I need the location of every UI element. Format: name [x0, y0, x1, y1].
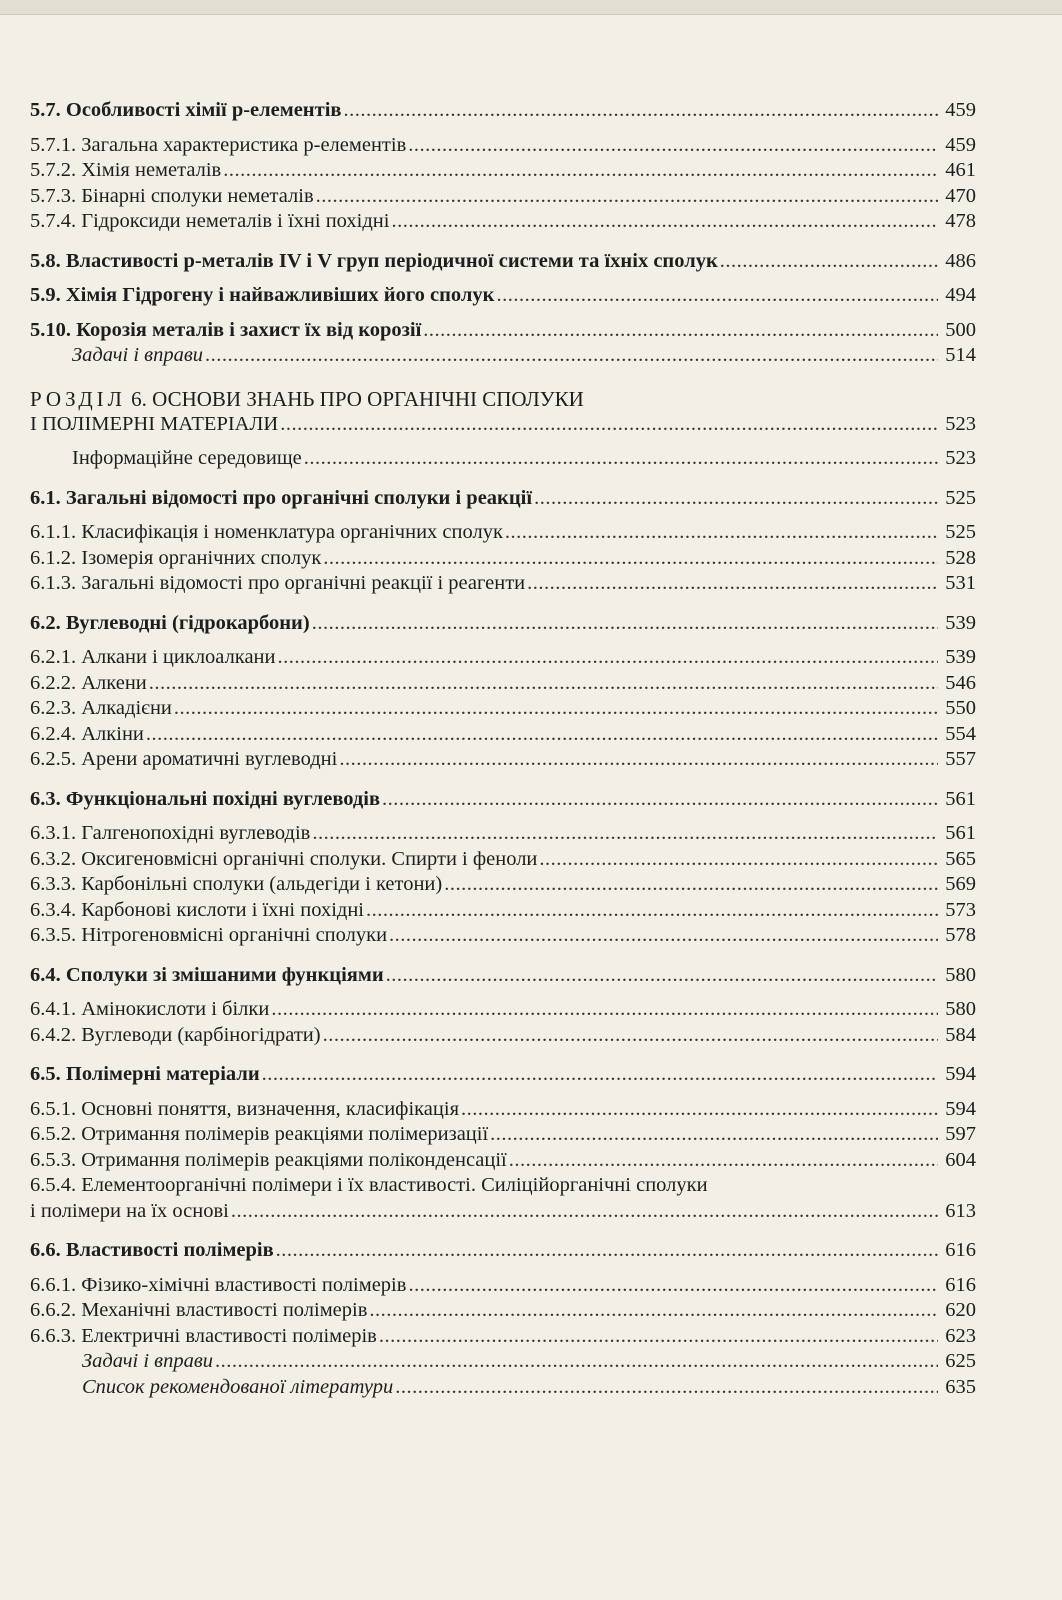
page-number: 523: [945, 447, 976, 469]
chapter-heading-line2[interactable]: [30, 412, 976, 438]
page-number: 594: [945, 1097, 976, 1120]
toc-entry[interactable]: [30, 133, 976, 159]
toc-entry[interactable]: [30, 898, 976, 924]
toc-entry[interactable]: [30, 546, 976, 572]
toc-entry[interactable]: [30, 486, 976, 512]
page-number: 470: [945, 184, 976, 207]
leader-dots: [323, 1023, 938, 1049]
entry-title: 6.2.1. Алкани і циклоалкани: [30, 646, 276, 668]
leader-dots: [490, 1122, 938, 1148]
chapter-heading: [30, 387, 976, 438]
page-number: 604: [945, 1148, 976, 1171]
toc-entry[interactable]: [30, 1122, 976, 1148]
toc-entry[interactable]: [30, 787, 976, 813]
leader-dots: [205, 343, 938, 369]
leader-dots: [316, 184, 938, 210]
leader-dots: [369, 1298, 938, 1324]
leader-dots: [339, 747, 938, 773]
toc-entry[interactable]: [30, 747, 976, 773]
page-number: 459: [945, 133, 976, 156]
entry-title: 5.7.4. Гідроксиди неметалів і їхні похідні: [30, 210, 390, 232]
page-number: 561: [945, 822, 976, 844]
toc-entry[interactable]: [30, 1148, 976, 1174]
leader-dots: [534, 486, 938, 512]
entry-title: 5.7.1. Загальна характеристика p-елементів: [30, 133, 407, 156]
toc-entry[interactable]: [30, 1238, 976, 1264]
entry-title: 6.3.2. Оксигеновмісні органічні сполуки. Спирти і феноли: [30, 847, 538, 870]
entry-title: 6.6.1. Фізико-хімічні властивості полімерів: [30, 1273, 407, 1296]
page-number: 494: [945, 284, 976, 306]
leader-dots: [280, 412, 938, 438]
toc-entry[interactable]: [30, 696, 976, 722]
page-number: 594: [945, 1063, 976, 1085]
toc-entry[interactable]: [30, 1097, 976, 1123]
entry-title: 6.3.1. Галгенопохідні вуглеводів: [30, 822, 311, 844]
entry-title: 5.8. Властивості p-металів IV і V груп періодичної системи та їхніх сполук: [30, 249, 718, 272]
page-number: 616: [945, 1239, 976, 1261]
chapter-title-line2: І ПОЛІМЕРНІ МАТЕРІАЛИ: [30, 412, 279, 435]
chapter-heading-line1: [30, 387, 976, 412]
leader-dots: [527, 571, 938, 597]
leader-dots: [262, 1062, 938, 1088]
toc-entry[interactable]: [30, 1273, 976, 1299]
page-number: 523: [945, 412, 976, 435]
entry-title: 6.1.2. Ізомерія органічних сполук: [30, 546, 322, 569]
page-number: 486: [945, 249, 976, 272]
leader-dots: [379, 1324, 938, 1350]
leader-dots: [174, 696, 938, 722]
entry-title: 5.9. Хімія Гідрогену і найважливіших його сполук: [30, 284, 495, 306]
leader-dots: [395, 1375, 938, 1401]
leader-dots: [271, 997, 938, 1023]
toc-entry[interactable]: [30, 1023, 976, 1049]
toc-entry[interactable]: [30, 645, 976, 671]
toc-entry[interactable]: [30, 847, 976, 873]
entry-title: 5.7. Особливості хімії p-елементів: [30, 99, 342, 121]
leader-dots: [278, 645, 939, 671]
toc-entry[interactable]: [30, 158, 976, 184]
page-number: 557: [945, 748, 976, 770]
entry-title: 6.2.3. Алкадієни: [30, 697, 172, 719]
entry-title: 6.2.5. Арени ароматичні вуглеводні: [30, 748, 338, 770]
entry-title: 6.1.1. Класифікація і номенклатура органічних сполук: [30, 521, 503, 543]
page-number: 500: [945, 318, 976, 341]
page-number: 578: [945, 924, 976, 946]
page-number: 539: [945, 646, 976, 668]
scan-top-edge: [0, 0, 1062, 15]
toc-entry[interactable]: [30, 571, 976, 597]
leader-dots: [312, 611, 938, 637]
entry-title: 6.2. Вуглеводні (гідрокарбони): [30, 611, 310, 634]
leader-dots: [366, 898, 938, 924]
leader-dots: [408, 133, 938, 159]
entry-title: 5.7.2. Хімія неметалів: [30, 159, 222, 181]
entry-title: 6.3.4. Карбонові кислоти і їхні похідні: [30, 898, 365, 921]
entry-title: 6.4. Сполуки зі змішаними функціями: [30, 963, 384, 986]
page-number: 580: [945, 998, 976, 1020]
page-number: 525: [945, 486, 976, 509]
toc-entry[interactable]: [30, 611, 976, 637]
chapter-title-line1: 6. ОСНОВИ ЗНАНЬ ПРО ОРГАНІЧНІ СПОЛУКИ: [131, 386, 584, 411]
toc-entry[interactable]: [30, 209, 976, 235]
entry-title: 6.3.3. Карбонільні сполуки (альдегіди і кетони): [30, 873, 443, 895]
leader-dots: [312, 821, 938, 847]
leader-dots: [304, 446, 938, 472]
toc-entry[interactable]: [30, 671, 976, 697]
entry-title: 6.2.2. Алкени: [30, 671, 147, 694]
leader-dots: [505, 520, 938, 546]
entry-title: 6.3.5. Нітрогеновмісні органічні сполуки: [30, 924, 388, 946]
page-number: 597: [945, 1123, 976, 1145]
page-number: 620: [945, 1299, 976, 1321]
page-number: 635: [945, 1375, 976, 1398]
entry-title: Список рекомендованої літератури: [82, 1375, 394, 1398]
page-number: 625: [945, 1350, 976, 1372]
leader-dots: [539, 847, 938, 873]
leader-dots: [391, 209, 938, 235]
toc-entry[interactable]: [30, 520, 976, 546]
entry-title: 6.5.3. Отримання полімерів реакціями поліконденсації: [30, 1148, 507, 1171]
page-number: 478: [945, 210, 976, 232]
leader-dots: [149, 671, 938, 697]
leader-dots: [382, 787, 938, 813]
leader-dots: [386, 963, 938, 989]
page-number: 613: [945, 1199, 976, 1222]
toc-entry[interactable]: [30, 821, 976, 847]
leader-dots: [496, 283, 938, 309]
entry-title: 6.4.1. Амінокислоти і білки: [30, 998, 270, 1020]
toc-section-6-cont: [30, 1238, 976, 1400]
toc-entry[interactable]: [30, 446, 976, 472]
leader-dots: [323, 546, 938, 572]
toc-entry[interactable]: [30, 249, 976, 275]
entry-title: Інформаційне середовище: [72, 447, 302, 469]
entry-title: 6.6.3. Електричні властивості полімерів: [30, 1324, 377, 1347]
page-number: 550: [945, 697, 976, 719]
entry-title: 5.10. Корозія металів і захист їх від корозії: [30, 318, 422, 341]
page-number: 584: [945, 1023, 976, 1046]
leader-dots: [720, 249, 938, 275]
entry-line1: 6.5.4. Елементоорганічні полімери і їх властивості. Силіційорганічні сполуки: [30, 1174, 708, 1196]
page-number: 561: [945, 787, 976, 810]
toc-section-6: [30, 446, 976, 1173]
entry-title: 6.5.2. Отримання полімерів реакціями полімеризації: [30, 1123, 489, 1145]
entry-title: 6.1.3. Загальні відомості про органічні реакції і реагенти: [30, 572, 526, 594]
page-number: 565: [945, 847, 976, 870]
entry-title: Задачі і вправи: [72, 344, 203, 366]
page-number: 459: [945, 99, 976, 121]
toc-entry[interactable]: [30, 1375, 976, 1401]
leader-dots: [146, 722, 938, 748]
leader-dots: [461, 1097, 938, 1123]
toc-entry[interactable]: [30, 1062, 976, 1088]
entry-title: 6.2.4. Алкіни: [30, 722, 144, 745]
page-number: 528: [945, 546, 976, 569]
entry-title: 6.5. Полімерні матеріали: [30, 1063, 260, 1085]
toc-entry-6-5-4[interactable]: [30, 1173, 976, 1224]
entry-title: Задачі і вправи: [82, 1350, 213, 1372]
page-number: 531: [945, 572, 976, 594]
entry-title: 6.1. Загальні відомості про органічні сполуки і реакції: [30, 486, 533, 509]
leader-dots: [423, 318, 938, 344]
page-number: 623: [945, 1324, 976, 1347]
leader-dots: [223, 158, 938, 184]
entry-line2: і полімери на їх основі: [30, 1199, 229, 1222]
entry-title: 6.4.2. Вуглеводи (карбіногідрати): [30, 1023, 321, 1046]
page-number: 546: [945, 671, 976, 694]
table-of-contents: [30, 98, 976, 1400]
leader-dots: [509, 1148, 938, 1174]
toc-entry[interactable]: [30, 98, 976, 124]
toc-entry[interactable]: [30, 1324, 976, 1350]
toc-entry[interactable]: [30, 318, 976, 344]
leader-dots: [343, 98, 938, 124]
leader-dots: [276, 1238, 938, 1264]
page-number: 539: [945, 611, 976, 634]
entry-title: 5.7.3. Бінарні сполуки неметалів: [30, 184, 314, 207]
leader-dots: [389, 923, 938, 949]
toc-entry[interactable]: [30, 872, 976, 898]
toc-entry[interactable]: [30, 997, 976, 1023]
page-number: 554: [945, 722, 976, 745]
chapter-label: РОЗДІЛ: [30, 386, 126, 411]
leader-dots: [231, 1199, 938, 1225]
page-number: 616: [945, 1273, 976, 1296]
toc-entry[interactable]: [30, 1298, 976, 1324]
toc-entry[interactable]: [30, 1349, 976, 1375]
toc-entry[interactable]: [30, 343, 976, 369]
toc-entry[interactable]: [30, 923, 976, 949]
leader-dots: [444, 872, 938, 898]
page-number: 580: [945, 963, 976, 986]
toc-entry[interactable]: [30, 963, 976, 989]
page-number: 461: [945, 159, 976, 181]
toc-entry[interactable]: [30, 722, 976, 748]
page-number: 514: [945, 344, 976, 366]
toc-entry[interactable]: [30, 184, 976, 210]
page-number: 573: [945, 898, 976, 921]
toc-section-5: [30, 98, 976, 369]
page-number: 525: [945, 521, 976, 543]
entry-title: 6.6.2. Механічні властивості полімерів: [30, 1299, 368, 1321]
entry-title: 6.3. Функціональні похідні вуглеводів: [30, 787, 381, 810]
entry-title: 6.6. Властивості полімерів: [30, 1239, 274, 1261]
entry-title: 6.5.1. Основні поняття, визначення, класифікація: [30, 1097, 459, 1120]
leader-dots: [408, 1273, 938, 1299]
leader-dots: [215, 1349, 938, 1375]
page-number: 569: [945, 873, 976, 895]
toc-entry[interactable]: [30, 283, 976, 309]
